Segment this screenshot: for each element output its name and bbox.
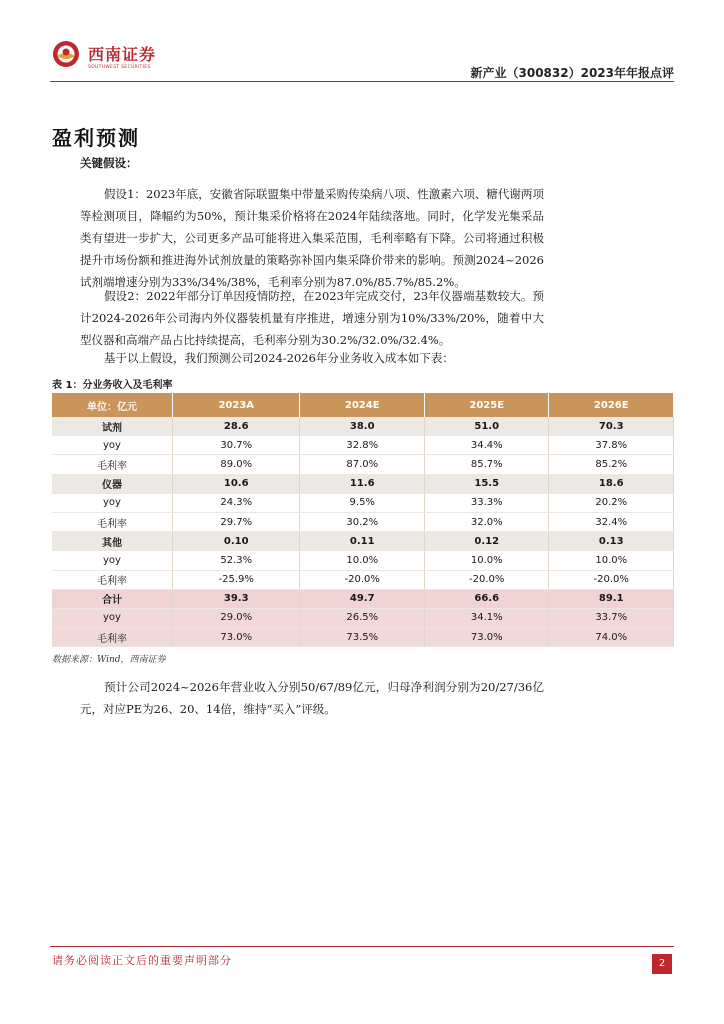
footer-disclaimer: 请务必阅读正文后的重要声明部分 [52,954,232,967]
value-cell: 34.4% [424,436,549,455]
value-cell: -20.0% [300,570,425,589]
value-cell: 89.1 [549,589,674,608]
row-label-cell: 毛利率 [52,455,173,474]
data-source-note: 数据来源：Wind，西南证券 [52,655,166,665]
logo-mark-icon [52,40,80,68]
row-label-cell: yoy [52,436,173,455]
assumption-1-paragraph [80,183,544,293]
forecast-intro-paragraph [80,347,544,369]
value-cell: 0.11 [300,532,425,551]
header-divider [50,81,674,82]
value-cell: 39.3 [173,589,300,608]
page-number: 2 [652,954,672,974]
assumption-2-text: 假设2：2022年部分订单因疫情防控，在2023年完成交付，23年仪器端基数较大。预计2024-2026年公司海内外仪器装机量有序推进，增速分别为10%/33%/20%，随着中大型仪器和高端产品占比持续提高，毛利率分别为30.2%/32.0%/32.4%。 [80,289,544,347]
assumption-1-text: 假设1：2023年底，安徽省际联盟集中带量采购传染病八项、性激素六项、糖代谢两项等检测项目，降幅约为50%，预计集采价格将在2024年陆续落地。同时，化学发光集采品类有望进一步扩大，公司更多产品可能将进入集采范围，毛利率略有下降。公司将通过积极提升市场份额和推进海外试剂放量的策略弥补国内集采降价带来的影响。预测2024~2026试剂端增速分别为33%/34%/38%，毛利率分别为87.0%/85.7%/85.2%。 [80,187,544,289]
value-cell: 34.1% [424,608,549,627]
value-cell: -20.0% [424,570,549,589]
value-cell: 11.6 [300,474,425,493]
value-cell: 49.7 [300,589,425,608]
table-row [52,570,674,589]
value-cell: 29.7% [173,512,300,531]
value-cell: 33.7% [549,608,674,627]
value-cell: 74.0% [549,628,674,647]
logo-text-cn: 西南证券 [88,45,157,64]
table-row [52,532,674,551]
value-cell: 32.8% [300,436,425,455]
header-cell-2026e: 2026E [549,393,674,417]
table-row [52,436,674,455]
row-label-cell: 毛利率 [52,628,173,647]
valuation-paragraph [80,676,544,720]
table-row [52,628,674,647]
value-cell: 24.3% [173,493,300,512]
row-label-cell: yoy [52,608,173,627]
value-cell: 85.7% [424,455,549,474]
report-title: 新产业（300832）2023年年报点评 [470,66,674,80]
value-cell: 37.8% [549,436,674,455]
row-label-cell: yoy [52,493,173,512]
table-row [52,512,674,531]
header-cell-2025e: 2025E [424,393,549,417]
header-cell-2024e: 2024E [300,393,425,417]
row-label-cell: 其他 [52,532,173,551]
value-cell: 10.6 [173,474,300,493]
table-caption: 表 1：分业务收入及毛利率 [52,380,173,391]
row-label-cell: 合计 [52,589,173,608]
value-cell: 32.0% [424,512,549,531]
value-cell: 51.0 [424,417,549,436]
row-label-cell: 毛利率 [52,512,173,531]
value-cell: 32.4% [549,512,674,531]
table-row [52,417,674,436]
table-row [52,493,674,512]
value-cell: 20.2% [549,493,674,512]
value-cell: 10.0% [424,551,549,570]
table-row [52,474,674,493]
table-row [52,455,674,474]
value-cell: 70.3 [549,417,674,436]
forecast-intro-text: 基于以上假设，我们预测公司2024-2026年分业务收入成本如下表： [104,351,454,365]
row-label-cell: 毛利率 [52,570,173,589]
assumption-2-paragraph [80,285,544,351]
value-cell: 18.6 [549,474,674,493]
value-cell: 0.12 [424,532,549,551]
value-cell: 15.5 [424,474,549,493]
value-cell: 30.7% [173,436,300,455]
value-cell: 29.0% [173,608,300,627]
value-cell: 89.0% [173,455,300,474]
table-row [52,589,674,608]
valuation-text: 预计公司2024~2026年营业收入分别50/67/89亿元，归母净利润分别为20/27/36亿元，对应PE为26、20、14倍，维持“买入”评级。 [80,680,544,716]
value-cell: 9.5% [300,493,425,512]
value-cell: 73.0% [424,628,549,647]
table-row [52,608,674,627]
footer-divider [50,946,674,947]
value-cell: 85.2% [549,455,674,474]
section-title: 盈利预测 [52,126,140,150]
header-cell-unit: 单位：亿元 [52,393,173,417]
value-cell: 52.3% [173,551,300,570]
value-cell: 73.0% [173,628,300,647]
value-cell: -20.0% [549,570,674,589]
key-assumptions-heading: 关键假设： [80,156,138,170]
value-cell: -25.9% [173,570,300,589]
value-cell: 33.3% [424,493,549,512]
row-label-cell: 试剂 [52,417,173,436]
value-cell: 30.2% [300,512,425,531]
value-cell: 10.0% [549,551,674,570]
value-cell: 26.5% [300,608,425,627]
value-cell: 87.0% [300,455,425,474]
value-cell: 73.5% [300,628,425,647]
value-cell: 0.13 [549,532,674,551]
table-row [52,551,674,570]
value-cell: 0.10 [173,532,300,551]
value-cell: 38.0 [300,417,425,436]
header-cell-2023a: 2023A [173,393,300,417]
row-label-cell: yoy [52,551,173,570]
table-body [52,417,674,647]
table-header-row [52,393,674,417]
value-cell: 10.0% [300,551,425,570]
page-header [50,38,674,82]
value-cell: 28.6 [173,417,300,436]
value-cell: 66.6 [424,589,549,608]
company-logo [52,40,202,76]
segment-revenue-table [52,393,674,647]
logo-text-en: SOUTHWEST SECURITIES [88,65,151,70]
row-label-cell: 仪器 [52,474,173,493]
